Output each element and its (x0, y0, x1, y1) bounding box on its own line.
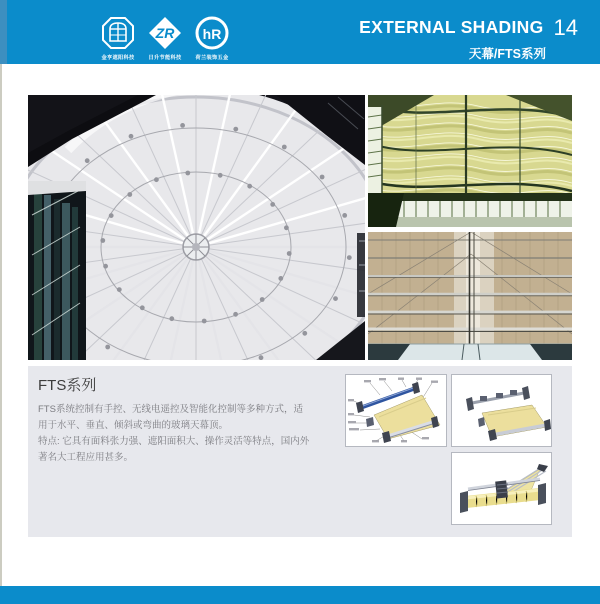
fts-section-panel (28, 366, 572, 537)
page-left-edge-line (0, 64, 2, 586)
page-title: EXTERNAL SHADING (359, 17, 544, 37)
flat-skylight-photo (368, 232, 572, 360)
logo-zr-caption: 日升节能科技 (148, 55, 182, 61)
page-subtitle: 天幕/FTS系列 (468, 47, 546, 61)
body-line-2: 用于水平、垂直、倾斜或弯曲的玻璃天幕顶。 (38, 420, 229, 431)
svg-text:ZR: ZR (155, 25, 175, 41)
header-left-stripe (0, 0, 7, 64)
zr-diamond-logo-icon (147, 15, 183, 51)
logo-row (98, 15, 232, 61)
logo-window (98, 15, 138, 61)
svg-text:hR: hR (202, 26, 222, 42)
header-bar (0, 0, 600, 64)
dome-skylight-photo (28, 95, 365, 360)
body-line-1: FTS系统控制有手控、无线电遥控及智能化控制等多种方式，适 (38, 404, 303, 415)
section-heading: FTS系列 (38, 377, 97, 394)
curved-awning-photo (368, 95, 572, 227)
header-title-block (359, 15, 578, 62)
logo-window-caption: 金亨遮阳科技 (101, 55, 135, 61)
footer-bar (0, 586, 600, 604)
logo-hr (192, 15, 232, 61)
page-number: 14 (553, 15, 578, 40)
body-line-3: 特点: 它具有面料张力强、遮阳面积大、操作灵活等特点，国内外 (38, 436, 310, 447)
logo-zr (145, 15, 185, 61)
logo-hr-caption: 荷兰装饰五金 (195, 55, 229, 61)
hr-circle-logo-icon (194, 15, 230, 51)
body-line-4: 著名大工程应用甚多。 (38, 452, 134, 463)
fts-assembly-diagram-labelled (345, 374, 447, 447)
fts-assembly-diagram-plain (451, 374, 552, 447)
fts-roller-diagram (451, 452, 552, 525)
window-grid-logo-icon (100, 15, 136, 51)
section-body (38, 402, 354, 466)
